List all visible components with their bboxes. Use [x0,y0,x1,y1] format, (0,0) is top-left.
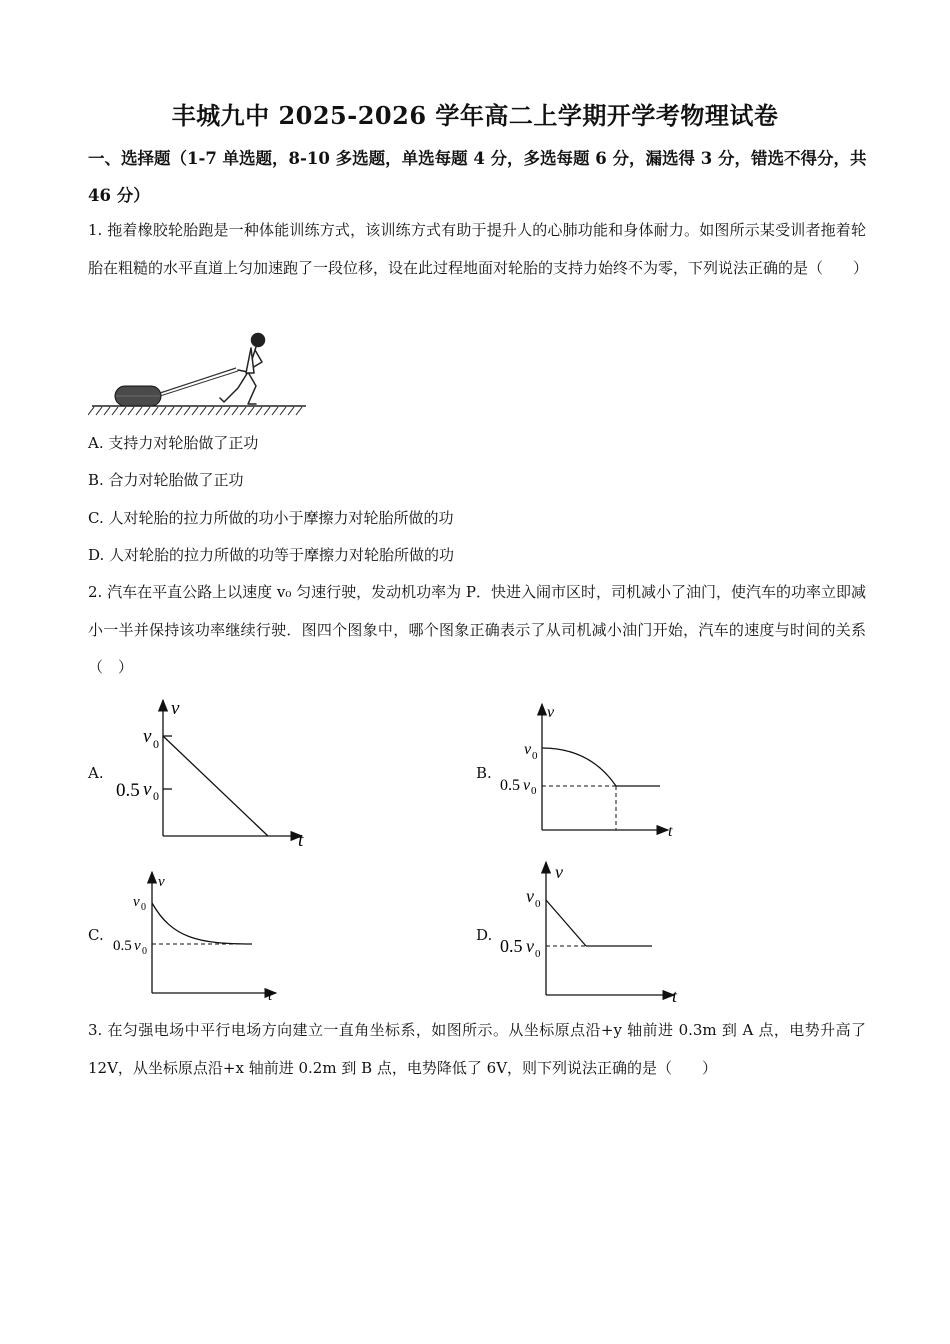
question-1-option-d: D. 人对轮胎的拉力所做的功等于摩擦力对轮胎所做的功 [88,546,455,564]
graph-c-half-v: v [134,938,141,954]
graph-a-t-axis-label: t [298,830,304,851]
graph-c-v0-sub: 0 [141,902,146,913]
graph-b-v0-sub: 0 [532,750,538,762]
graph-b-half-prefix: 0.5 [500,777,520,794]
graph-d [498,858,688,1008]
graph-b [498,700,688,845]
graph-a-v0-label: v [143,726,152,747]
graph-d-t-axis-label: t [672,986,678,1006]
question-2-text: 2. 汽车在平直公路上以速度 v₀ 匀速行驶，发动机功率为 P．快进入闹市区时，司机减小了油门，使汽车的功率立即减小一半并保持该功率继续行驶．图四个图象中，哪个图象正确表示了从司机减小油门开始，汽车的速度与时间的关系 （ ） [88,583,882,676]
graph-d-half-sub: 0 [535,948,541,960]
graph-d-v0-sub: 0 [535,898,541,910]
graph-c-v0-label: v [133,894,140,910]
graph-a-label: A. [88,764,104,782]
graph-b-label: B. [476,764,492,782]
question-1-option-b: B. 合力对轮胎做了正功 [88,471,244,489]
graph-b-curve [542,748,616,786]
page-title: 丰城九中 2025-2026 学年高二上学期开学考物理试卷 [171,101,779,130]
graph-c-v-axis-label: v [158,874,165,890]
graph-c-label: C. [88,926,104,944]
graph-d-v0-label: v [526,886,534,906]
graph-a-v0-sub: 0 [153,737,159,751]
graph-d-label: D. [476,926,493,944]
graph-a-half-sub: 0 [153,789,159,803]
graph-a-half-prefix: 0.5 [116,780,140,801]
graph-b-v-axis-label: v [547,704,555,721]
graph-b-half-v: v [523,777,531,794]
graph-a [110,696,320,856]
graph-d-v-axis-label: v [555,862,563,882]
section-heading: 一、选择题（1-7 单选题，8-10 多选题，单选每题 4 分，多选每题 6 分，漏选得 3 分，错选不得分，共 46 分） [88,149,867,205]
graph-c-half-prefix: 0.5 [113,938,132,954]
question-3-text: 3. 在匀强电场中平行电场方向建立一直角坐标系，如图所示。从坐标原点沿+y 轴前进 0.3m 到 A 点，电势升高了 12V，从坐标原点沿+x 轴前进 0.2m 到 B 点，电势降低了 6V，则下列说法正确的是（ ） [88,1021,866,1077]
graph-b-t-axis-label: t [668,823,673,840]
graph-d-half-v: v [526,936,534,956]
graph-d-curve [546,900,586,946]
graph-a-half-v: v [143,779,152,800]
graph-c-half-sub: 0 [142,946,147,957]
graph-c-curve [152,903,252,944]
graph-a-v-axis-label: v [171,698,180,719]
graph-d-half-prefix: 0.5 [500,936,523,956]
graph-b-half-sub: 0 [531,785,537,797]
question-1-option-c: C. 人对轮胎的拉力所做的功小于摩擦力对轮胎所做的功 [88,509,454,527]
graph-c [110,868,285,1008]
question-1-option-a: A. 支持力对轮胎做了正功 [88,434,259,452]
tire-training-figure [88,326,314,418]
graph-c-t-axis-label: t [268,988,273,1004]
graph-a-curve [163,736,268,836]
question-1-text: 1. 拖着橡胶轮胎跑是一种体能训练方式，该训练方式有助于提升人的心肺功能和身体耐力。如图所示某受训者拖着轮胎在粗糙的水平直道上匀加速跑了一段位移，设在此过程地面对轮胎的支持力始终不为零，下列说法正确的是（ ） [88,221,869,277]
graph-b-v0-label: v [524,741,532,758]
